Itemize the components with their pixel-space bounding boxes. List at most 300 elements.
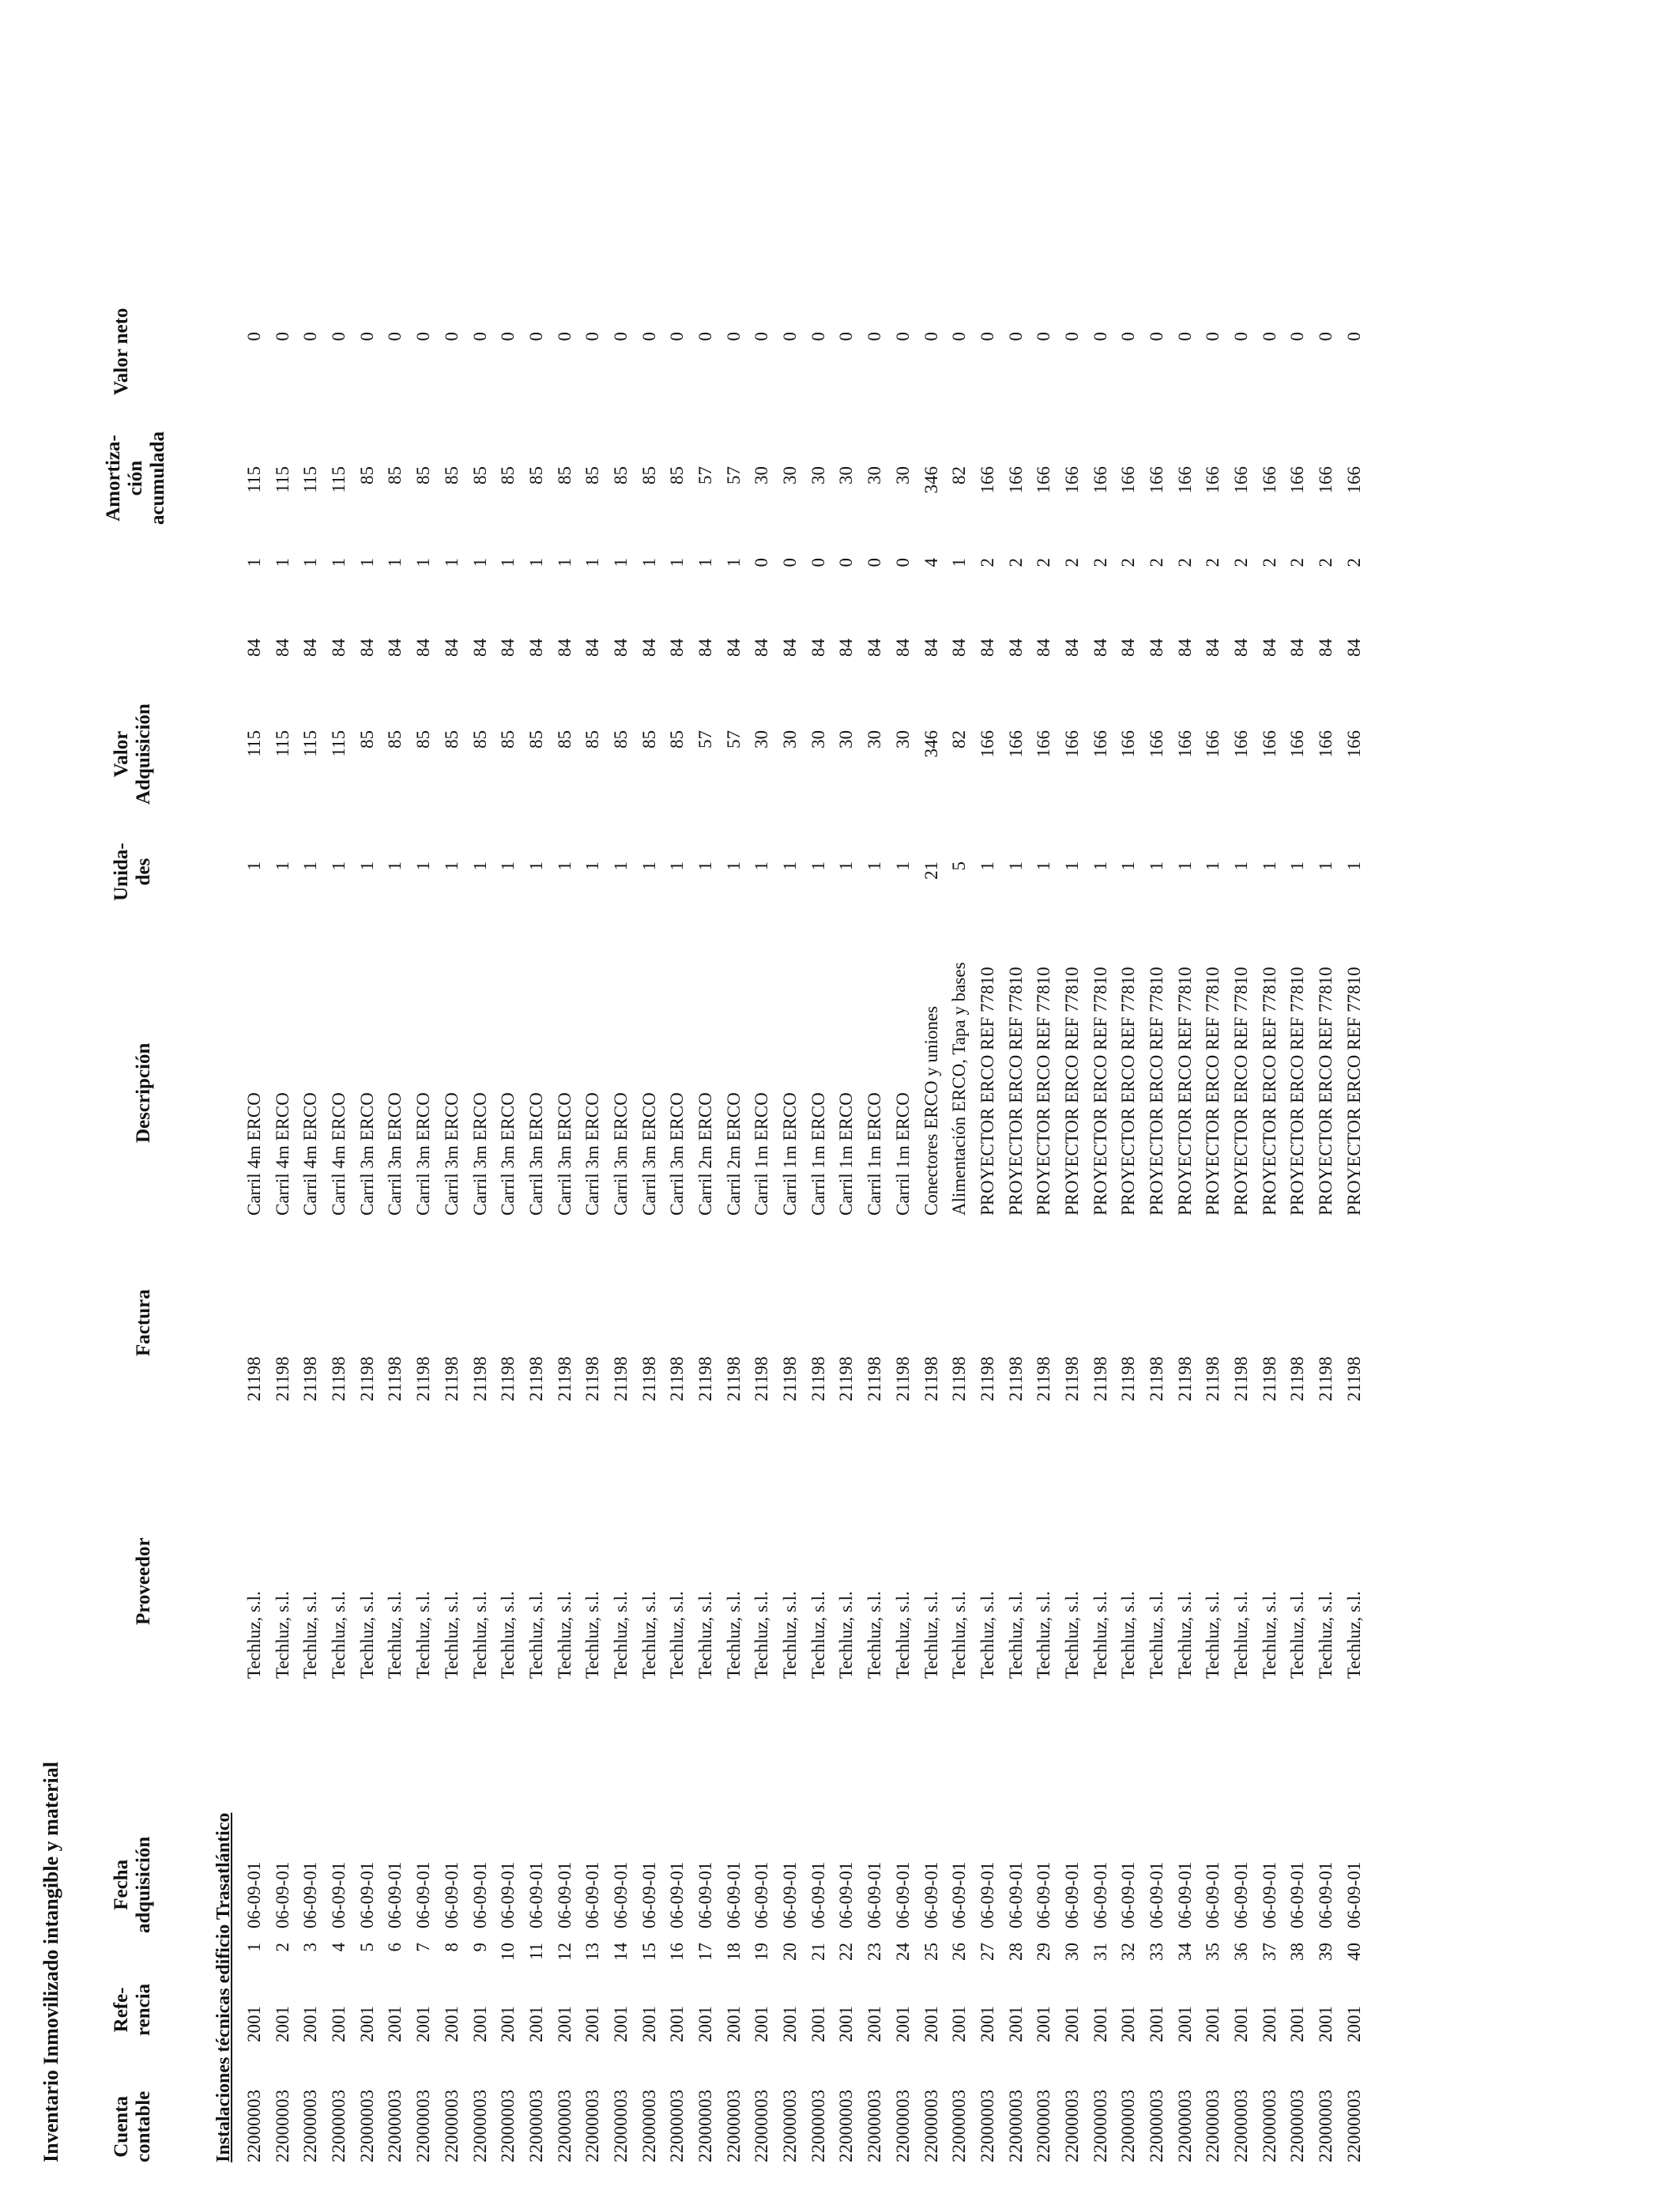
cell-referencia: 8 bbox=[441, 1943, 461, 1952]
table-row bbox=[1114, 0, 1143, 2194]
cell-coeficiente: 84 bbox=[1118, 639, 1139, 657]
cell-valor-adquisicion: 166 bbox=[1343, 730, 1364, 758]
table-row bbox=[776, 0, 804, 2194]
cell-anio: 2001 bbox=[892, 2006, 913, 2042]
cell-cuenta-contable: 22000003 bbox=[808, 2090, 828, 2162]
cell-descripcion: Carril 4m ERCO bbox=[272, 1092, 292, 1216]
cell-fecha-adquisicion: 06-09-01 bbox=[1090, 1861, 1110, 1928]
cell-factura: 21198 bbox=[525, 1356, 546, 1401]
cell-valor-adquisicion: 85 bbox=[413, 730, 434, 748]
cell-valor-neto: 0 bbox=[1174, 332, 1195, 341]
cell-anio: 2001 bbox=[638, 2006, 659, 2042]
cell-valor-adquisicion: 57 bbox=[723, 730, 744, 748]
cell-coeficiente: 84 bbox=[1005, 639, 1026, 657]
cell-anio: 2001 bbox=[977, 2006, 997, 2042]
cell-amortizacion-acumulada: 166 bbox=[1203, 466, 1223, 494]
cell-factura: 21198 bbox=[695, 1356, 715, 1401]
cell-fecha-adquisicion: 06-09-01 bbox=[751, 1861, 772, 1928]
cell-referencia: 6 bbox=[385, 1943, 405, 1952]
cell-valor-adquisicion: 115 bbox=[300, 730, 321, 757]
cell-referencia: 3 bbox=[300, 1943, 321, 1952]
cell-proveedor: Techluz, s.l. bbox=[864, 1591, 885, 1679]
cell-proveedor: Techluz, s.l. bbox=[554, 1591, 574, 1679]
table-row bbox=[1256, 0, 1284, 2194]
cell-factura: 21198 bbox=[1343, 1356, 1364, 1401]
cell-fecha-adquisicion: 06-09-01 bbox=[723, 1861, 744, 1928]
cell-referencia: 20 bbox=[780, 1943, 800, 1961]
cell-amortizacion-acumulada: 166 bbox=[1118, 466, 1139, 494]
table-row bbox=[945, 0, 974, 2194]
cell-unidades: 1 bbox=[751, 861, 772, 871]
cell-coeficiente: 84 bbox=[582, 639, 603, 657]
cell-unidades: 1 bbox=[1231, 861, 1252, 871]
cell-dotacion: 2 bbox=[1034, 558, 1054, 567]
cell-proveedor: Techluz, s.l. bbox=[780, 1591, 800, 1679]
cell-fecha-adquisicion: 06-09-01 bbox=[1034, 1861, 1054, 1928]
cell-valor-adquisicion: 166 bbox=[1034, 730, 1054, 758]
header-cuenta-contable: Cuenta contable bbox=[111, 2090, 154, 2162]
cell-anio: 2001 bbox=[1343, 2006, 1364, 2042]
cell-referencia: 7 bbox=[413, 1943, 434, 1952]
cell-cuenta-contable: 22000003 bbox=[329, 2090, 349, 2162]
cell-amortizacion-acumulada: 166 bbox=[1287, 466, 1308, 494]
cell-referencia: 24 bbox=[892, 1943, 913, 1961]
cell-valor-neto: 0 bbox=[1287, 332, 1308, 341]
header-proveedor: Proveedor bbox=[133, 1537, 154, 1625]
cell-descripcion: PROYECTOR ERCO REF 77810 bbox=[1061, 967, 1082, 1216]
cell-valor-adquisicion: 30 bbox=[836, 730, 857, 748]
cell-amortizacion-acumulada: 115 bbox=[329, 466, 349, 493]
cell-dotacion: 1 bbox=[949, 558, 970, 567]
cell-dotacion: 0 bbox=[751, 558, 772, 567]
cell-factura: 21198 bbox=[356, 1356, 377, 1401]
table-row bbox=[804, 0, 833, 2194]
cell-descripcion: PROYECTOR ERCO REF 77810 bbox=[1203, 967, 1223, 1216]
cell-descripcion: Carril 3m ERCO bbox=[554, 1092, 574, 1216]
cell-unidades: 1 bbox=[1147, 861, 1166, 871]
cell-referencia: 21 bbox=[808, 1943, 828, 1961]
cell-referencia: 39 bbox=[1316, 1943, 1336, 1961]
cell-valor-neto: 0 bbox=[329, 332, 349, 341]
cell-factura: 21198 bbox=[780, 1356, 800, 1401]
cell-cuenta-contable: 22000003 bbox=[385, 2090, 405, 2162]
cell-anio: 2001 bbox=[385, 2006, 405, 2042]
cell-fecha-adquisicion: 06-09-01 bbox=[667, 1861, 687, 1928]
cell-descripcion: Carril 3m ERCO bbox=[582, 1092, 603, 1216]
cell-dotacion: 2 bbox=[1259, 558, 1279, 567]
cell-anio: 2001 bbox=[751, 2006, 772, 2042]
cell-proveedor: Techluz, s.l. bbox=[1343, 1591, 1364, 1679]
cell-valor-neto: 0 bbox=[554, 332, 574, 341]
cell-cuenta-contable: 22000003 bbox=[469, 2090, 490, 2162]
cell-fecha-adquisicion: 06-09-01 bbox=[1316, 1861, 1336, 1928]
cell-unidades: 1 bbox=[695, 861, 715, 871]
cell-valor-neto: 0 bbox=[244, 332, 264, 341]
cell-descripcion: PROYECTOR ERCO REF 77810 bbox=[1005, 967, 1026, 1216]
cell-referencia: 29 bbox=[1034, 1943, 1054, 1961]
cell-anio: 2001 bbox=[695, 2006, 715, 2042]
cell-dotacion: 1 bbox=[525, 558, 546, 567]
cell-valor-adquisicion: 30 bbox=[808, 730, 828, 748]
cell-descripcion: Carril 1m ERCO bbox=[864, 1092, 885, 1216]
cell-valor-neto: 0 bbox=[864, 332, 885, 341]
cell-cuenta-contable: 22000003 bbox=[554, 2090, 574, 2162]
cell-fecha-adquisicion: 06-09-01 bbox=[1343, 1861, 1364, 1928]
cell-factura: 21198 bbox=[1118, 1356, 1139, 1401]
cell-valor-adquisicion: 166 bbox=[1174, 730, 1195, 758]
cell-dotacion: 1 bbox=[667, 558, 687, 567]
cell-unidades: 1 bbox=[780, 861, 800, 871]
cell-proveedor: Techluz, s.l. bbox=[1174, 1591, 1195, 1679]
cell-proveedor: Techluz, s.l. bbox=[1203, 1591, 1223, 1679]
cell-fecha-adquisicion: 06-09-01 bbox=[949, 1861, 970, 1928]
cell-valor-adquisicion: 85 bbox=[638, 730, 659, 748]
cell-coeficiente: 84 bbox=[1203, 639, 1223, 657]
cell-cuenta-contable: 22000003 bbox=[1259, 2090, 1279, 2162]
cell-referencia: 34 bbox=[1174, 1943, 1195, 1961]
cell-valor-adquisicion: 166 bbox=[1316, 730, 1336, 758]
cell-valor-neto: 0 bbox=[1343, 332, 1364, 341]
header-descripcion: Descripción bbox=[133, 1042, 154, 1143]
cell-valor-neto: 0 bbox=[1061, 332, 1082, 341]
cell-coeficiente: 84 bbox=[329, 639, 349, 657]
cell-unidades: 1 bbox=[1061, 861, 1082, 871]
cell-coeficiente: 84 bbox=[272, 639, 292, 657]
table-row bbox=[551, 0, 579, 2194]
cell-valor-adquisicion: 166 bbox=[1287, 730, 1308, 758]
cell-valor-adquisicion: 85 bbox=[498, 730, 518, 748]
cell-referencia: 33 bbox=[1147, 1943, 1166, 1961]
cell-unidades: 1 bbox=[300, 861, 321, 871]
cell-factura: 21198 bbox=[1061, 1356, 1082, 1401]
cell-unidades: 1 bbox=[1090, 861, 1110, 871]
cell-unidades: 1 bbox=[1203, 861, 1223, 871]
cell-coeficiente: 84 bbox=[892, 639, 913, 657]
cell-descripcion: PROYECTOR ERCO REF 77810 bbox=[1034, 967, 1054, 1216]
cell-descripcion: PROYECTOR ERCO REF 77810 bbox=[1316, 967, 1336, 1216]
cell-descripcion: Carril 2m ERCO bbox=[723, 1092, 744, 1216]
cell-proveedor: Techluz, s.l. bbox=[582, 1591, 603, 1679]
cell-referencia: 14 bbox=[610, 1943, 631, 1961]
cell-descripcion: Alimentación ERCO, Tapa y bases bbox=[949, 962, 970, 1216]
cell-descripcion: Conectores ERCO y uniones bbox=[921, 1005, 941, 1216]
cell-amortizacion-acumulada: 30 bbox=[836, 466, 857, 484]
cell-unidades: 1 bbox=[836, 861, 857, 871]
cell-referencia: 16 bbox=[667, 1943, 687, 1961]
cell-coeficiente: 84 bbox=[695, 639, 715, 657]
table-row bbox=[635, 0, 664, 2194]
cell-proveedor: Techluz, s.l. bbox=[272, 1591, 292, 1679]
cell-coeficiente: 84 bbox=[921, 639, 941, 657]
cell-amortizacion-acumulada: 30 bbox=[780, 466, 800, 484]
cell-factura: 21198 bbox=[864, 1356, 885, 1401]
table-row bbox=[861, 0, 889, 2194]
cell-dotacion: 2 bbox=[1287, 558, 1308, 567]
cell-proveedor: Techluz, s.l. bbox=[1287, 1591, 1308, 1679]
cell-proveedor: Techluz, s.l. bbox=[1231, 1591, 1252, 1679]
cell-amortizacion-acumulada: 57 bbox=[723, 466, 744, 484]
cell-descripcion: Carril 1m ERCO bbox=[808, 1092, 828, 1216]
cell-dotacion: 2 bbox=[1316, 558, 1336, 567]
cell-unidades: 1 bbox=[469, 861, 490, 871]
cell-amortizacion-acumulada: 85 bbox=[610, 466, 631, 484]
cell-factura: 21198 bbox=[272, 1356, 292, 1401]
cell-valor-neto: 0 bbox=[1203, 332, 1223, 341]
cell-referencia: 5 bbox=[356, 1943, 377, 1952]
table-row bbox=[607, 0, 635, 2194]
cell-anio: 2001 bbox=[498, 2006, 518, 2042]
cell-anio: 2001 bbox=[1147, 2006, 1166, 2042]
cell-descripcion: Carril 4m ERCO bbox=[300, 1092, 321, 1216]
cell-cuenta-contable: 22000003 bbox=[413, 2090, 434, 2162]
cell-anio: 2001 bbox=[525, 2006, 546, 2042]
cell-coeficiente: 84 bbox=[469, 639, 490, 657]
cell-dotacion: 1 bbox=[272, 558, 292, 567]
cell-amortizacion-acumulada: 166 bbox=[977, 466, 997, 494]
cell-descripcion: PROYECTOR ERCO REF 77810 bbox=[1174, 967, 1195, 1216]
cell-valor-adquisicion: 166 bbox=[977, 730, 997, 758]
cell-factura: 21198 bbox=[1090, 1356, 1110, 1401]
cell-proveedor: Techluz, s.l. bbox=[1090, 1591, 1110, 1679]
cell-referencia: 36 bbox=[1231, 1943, 1252, 1961]
header-valor-neto: Valor neto bbox=[111, 307, 132, 395]
cell-amortizacion-acumulada: 166 bbox=[1343, 466, 1364, 494]
cell-factura: 21198 bbox=[949, 1356, 970, 1401]
cell-amortizacion-acumulada: 115 bbox=[300, 466, 321, 493]
cell-valor-adquisicion: 85 bbox=[469, 730, 490, 748]
cell-factura: 21198 bbox=[329, 1356, 349, 1401]
cell-factura: 21198 bbox=[1231, 1356, 1252, 1401]
table-row bbox=[1199, 0, 1227, 2194]
cell-valor-neto: 0 bbox=[525, 332, 546, 341]
cell-dotacion: 2 bbox=[1174, 558, 1195, 567]
cell-amortizacion-acumulada: 85 bbox=[498, 466, 518, 484]
cell-cuenta-contable: 22000003 bbox=[921, 2090, 941, 2162]
cell-cuenta-contable: 22000003 bbox=[525, 2090, 546, 2162]
cell-fecha-adquisicion: 06-09-01 bbox=[272, 1861, 292, 1928]
cell-fecha-adquisicion: 06-09-01 bbox=[1061, 1861, 1082, 1928]
cell-coeficiente: 84 bbox=[1147, 639, 1166, 657]
header-fecha-adquisicion: Fecha adquisición bbox=[111, 1836, 154, 1933]
table-row bbox=[1030, 0, 1058, 2194]
cell-anio: 2001 bbox=[329, 2006, 349, 2042]
cell-factura: 21198 bbox=[1034, 1356, 1054, 1401]
cell-fecha-adquisicion: 06-09-01 bbox=[638, 1861, 659, 1928]
cell-anio: 2001 bbox=[244, 2006, 264, 2042]
cell-unidades: 1 bbox=[356, 861, 377, 871]
cell-unidades: 1 bbox=[498, 861, 518, 871]
cell-valor-neto: 0 bbox=[751, 332, 772, 341]
cell-fecha-adquisicion: 06-09-01 bbox=[1259, 1861, 1279, 1928]
table-row bbox=[240, 0, 269, 2194]
cell-referencia: 10 bbox=[498, 1943, 518, 1961]
cell-valor-adquisicion: 115 bbox=[272, 730, 292, 757]
cell-amortizacion-acumulada: 85 bbox=[525, 466, 546, 484]
cell-coeficiente: 84 bbox=[1090, 639, 1110, 657]
cell-cuenta-contable: 22000003 bbox=[1118, 2090, 1139, 2162]
cell-cuenta-contable: 22000003 bbox=[695, 2090, 715, 2162]
cell-proveedor: Techluz, s.l. bbox=[1259, 1591, 1279, 1679]
cell-proveedor: Techluz, s.l. bbox=[1005, 1591, 1026, 1679]
cell-proveedor: Techluz, s.l. bbox=[385, 1591, 405, 1679]
cell-valor-adquisicion: 346 bbox=[921, 730, 941, 758]
cell-coeficiente: 84 bbox=[1174, 639, 1195, 657]
cell-factura: 21198 bbox=[1259, 1356, 1279, 1401]
cell-anio: 2001 bbox=[808, 2006, 828, 2042]
cell-proveedor: Techluz, s.l. bbox=[723, 1591, 744, 1679]
cell-cuenta-contable: 22000003 bbox=[1287, 2090, 1308, 2162]
cell-proveedor: Techluz, s.l. bbox=[413, 1591, 434, 1679]
cell-amortizacion-acumulada: 85 bbox=[469, 466, 490, 484]
cell-proveedor: Techluz, s.l. bbox=[921, 1591, 941, 1679]
cell-dotacion: 1 bbox=[329, 558, 349, 567]
cell-valor-neto: 0 bbox=[356, 332, 377, 341]
cell-unidades: 1 bbox=[723, 861, 744, 871]
cell-valor-adquisicion: 166 bbox=[1147, 730, 1166, 758]
cell-valor-neto: 0 bbox=[385, 332, 405, 341]
cell-factura: 21198 bbox=[1287, 1356, 1308, 1401]
table-row bbox=[494, 0, 522, 2194]
cell-dotacion: 2 bbox=[1231, 558, 1252, 567]
cell-valor-neto: 0 bbox=[780, 332, 800, 341]
cell-cuenta-contable: 22000003 bbox=[1147, 2090, 1166, 2162]
cell-valor-adquisicion: 166 bbox=[1118, 730, 1139, 758]
table-row bbox=[974, 0, 1002, 2194]
table-row bbox=[720, 0, 748, 2194]
cell-amortizacion-acumulada: 166 bbox=[1090, 466, 1110, 494]
cell-dotacion: 0 bbox=[836, 558, 857, 567]
header-amortizacion-acumulada: Amortiza- ción acumulada bbox=[103, 431, 168, 525]
cell-valor-neto: 0 bbox=[1231, 332, 1252, 341]
cell-dotacion: 1 bbox=[469, 558, 490, 567]
cell-amortizacion-acumulada: 166 bbox=[1061, 466, 1082, 494]
cell-coeficiente: 84 bbox=[1343, 639, 1364, 657]
cell-dotacion: 2 bbox=[1343, 558, 1364, 567]
cell-fecha-adquisicion: 06-09-01 bbox=[892, 1861, 913, 1928]
cell-proveedor: Techluz, s.l. bbox=[329, 1591, 349, 1679]
cell-valor-neto: 0 bbox=[892, 332, 913, 341]
cell-valor-adquisicion: 166 bbox=[1231, 730, 1252, 758]
cell-unidades: 1 bbox=[1287, 861, 1308, 871]
cell-cuenta-contable: 22000003 bbox=[638, 2090, 659, 2162]
cell-fecha-adquisicion: 06-09-01 bbox=[1174, 1861, 1195, 1928]
cell-fecha-adquisicion: 06-09-01 bbox=[780, 1861, 800, 1928]
cell-proveedor: Techluz, s.l. bbox=[808, 1591, 828, 1679]
cell-valor-neto: 0 bbox=[836, 332, 857, 341]
cell-coeficiente: 84 bbox=[864, 639, 885, 657]
cell-coeficiente: 84 bbox=[667, 639, 687, 657]
cell-fecha-adquisicion: 06-09-01 bbox=[836, 1861, 857, 1928]
cell-referencia: 15 bbox=[638, 1943, 659, 1961]
cell-cuenta-contable: 22000003 bbox=[977, 2090, 997, 2162]
cell-cuenta-contable: 22000003 bbox=[441, 2090, 461, 2162]
cell-proveedor: Techluz, s.l. bbox=[667, 1591, 687, 1679]
cell-cuenta-contable: 22000003 bbox=[244, 2090, 264, 2162]
cell-valor-neto: 0 bbox=[723, 332, 744, 341]
cell-descripcion: PROYECTOR ERCO REF 77810 bbox=[1287, 967, 1308, 1216]
cell-proveedor: Techluz, s.l. bbox=[1147, 1591, 1166, 1679]
cell-descripcion: Carril 4m ERCO bbox=[329, 1092, 349, 1216]
cell-cuenta-contable: 22000003 bbox=[1174, 2090, 1195, 2162]
cell-proveedor: Techluz, s.l. bbox=[469, 1591, 490, 1679]
cell-valor-neto: 0 bbox=[667, 332, 687, 341]
cell-cuenta-contable: 22000003 bbox=[751, 2090, 772, 2162]
cell-unidades: 1 bbox=[610, 861, 631, 871]
table-row bbox=[381, 0, 409, 2194]
cell-factura: 21198 bbox=[441, 1356, 461, 1401]
cell-amortizacion-acumulada: 166 bbox=[1316, 466, 1336, 494]
cell-cuenta-contable: 22000003 bbox=[836, 2090, 857, 2162]
table-row bbox=[663, 0, 691, 2194]
cell-amortizacion-acumulada: 166 bbox=[1174, 466, 1195, 494]
cell-descripcion: PROYECTOR ERCO REF 77810 bbox=[1259, 967, 1279, 1216]
cell-referencia: 30 bbox=[1061, 1943, 1082, 1961]
cell-coeficiente: 84 bbox=[836, 639, 857, 657]
cell-dotacion: 2 bbox=[1118, 558, 1139, 567]
cell-amortizacion-acumulada: 85 bbox=[385, 466, 405, 484]
cell-valor-adquisicion: 166 bbox=[1061, 730, 1082, 758]
cell-anio: 2001 bbox=[441, 2006, 461, 2042]
cell-amortizacion-acumulada: 166 bbox=[1231, 466, 1252, 494]
cell-descripcion: Carril 1m ERCO bbox=[836, 1092, 857, 1216]
cell-factura: 21198 bbox=[469, 1356, 490, 1401]
cell-referencia: 32 bbox=[1118, 1943, 1139, 1961]
cell-factura: 21198 bbox=[1316, 1356, 1336, 1401]
cell-unidades: 1 bbox=[892, 861, 913, 871]
cell-amortizacion-acumulada: 30 bbox=[892, 466, 913, 484]
cell-unidades: 1 bbox=[329, 861, 349, 871]
cell-proveedor: Techluz, s.l. bbox=[1061, 1591, 1082, 1679]
cell-referencia: 2 bbox=[272, 1943, 292, 1952]
cell-unidades: 1 bbox=[1259, 861, 1279, 871]
cell-factura: 21198 bbox=[808, 1356, 828, 1401]
cell-factura: 21198 bbox=[723, 1356, 744, 1401]
cell-amortizacion-acumulada: 166 bbox=[1034, 466, 1054, 494]
cell-dotacion: 2 bbox=[977, 558, 997, 567]
cell-valor-adquisicion: 30 bbox=[892, 730, 913, 748]
cell-fecha-adquisicion: 06-09-01 bbox=[244, 1861, 264, 1928]
cell-referencia: 31 bbox=[1090, 1943, 1110, 1961]
cell-coeficiente: 84 bbox=[1287, 639, 1308, 657]
cell-coeficiente: 84 bbox=[1259, 639, 1279, 657]
cell-anio: 2001 bbox=[1061, 2006, 1082, 2042]
cell-valor-adquisicion: 30 bbox=[751, 730, 772, 748]
cell-cuenta-contable: 22000003 bbox=[1034, 2090, 1054, 2162]
cell-coeficiente: 84 bbox=[949, 639, 970, 657]
table-row bbox=[889, 0, 917, 2194]
cell-amortizacion-acumulada: 115 bbox=[272, 466, 292, 493]
cell-anio: 2001 bbox=[667, 2006, 687, 2042]
cell-referencia: 9 bbox=[469, 1943, 490, 1952]
cell-dotacion: 1 bbox=[638, 558, 659, 567]
cell-fecha-adquisicion: 06-09-01 bbox=[921, 1861, 941, 1928]
cell-anio: 2001 bbox=[1287, 2006, 1308, 2042]
cell-unidades: 1 bbox=[1174, 861, 1195, 871]
cell-anio: 2001 bbox=[610, 2006, 631, 2042]
cell-referencia: 28 bbox=[1005, 1943, 1026, 1961]
cell-proveedor: Techluz, s.l. bbox=[300, 1591, 321, 1679]
table-row bbox=[438, 0, 466, 2194]
cell-cuenta-contable: 22000003 bbox=[1231, 2090, 1252, 2162]
cell-amortizacion-acumulada: 166 bbox=[1147, 466, 1166, 494]
cell-amortizacion-acumulada: 115 bbox=[244, 466, 264, 493]
cell-valor-neto: 0 bbox=[413, 332, 434, 341]
cell-factura: 21198 bbox=[836, 1356, 857, 1401]
cell-coeficiente: 84 bbox=[1231, 639, 1252, 657]
cell-anio: 2001 bbox=[300, 2006, 321, 2042]
table-row bbox=[748, 0, 776, 2194]
cell-valor-neto: 0 bbox=[272, 332, 292, 341]
